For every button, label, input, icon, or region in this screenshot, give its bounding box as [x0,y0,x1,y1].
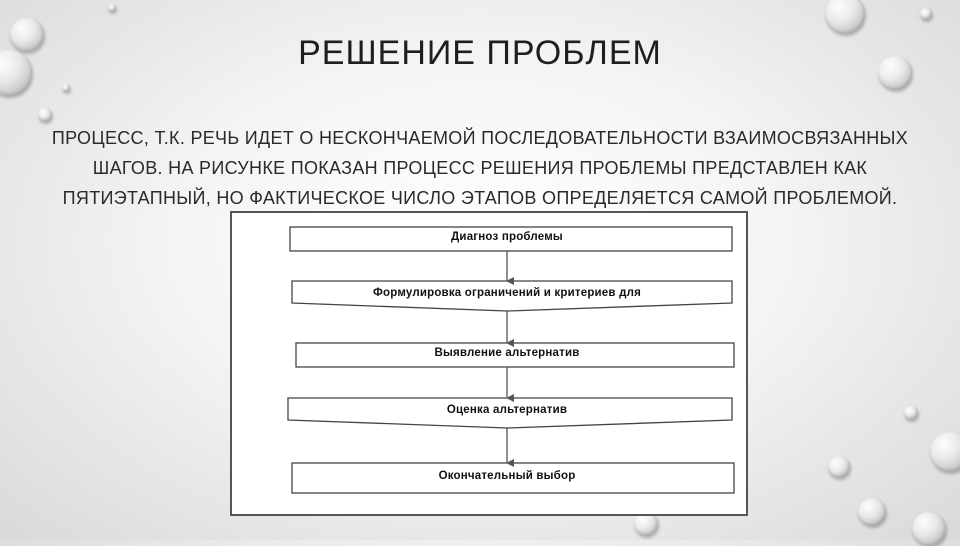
water-drop [825,0,865,34]
slide-body-text: ПРОЦЕСС, Т.К. РЕЧЬ ИДЕТ О НЕСКОНЧАЕМОЙ ПОСЛЕДОВАТЕЛЬНОСТИ ВЗАИМОСВЯЗАННЫХ ШАГОВ. НА РИСУНКЕ ПОКАЗАН ПРОЦЕСС РЕШЕНИЯ ПРОБЛЕМЫ ПРЕДСТАВЛЕН КАК ПЯТИЭТАПНЫЙ, НО ФАКТИЧЕСКОЕ ЧИСЛО ЭТАПОВ ОПРЕДЕЛЯЕТСЯ САМОЙ ПРОБЛЕМОЙ. [51,128,909,208]
water-drop [904,406,918,420]
water-drop [38,108,52,122]
step-alternatives-label: Выявление альтернатив [434,347,580,359]
water-drop [930,432,960,472]
step-diagnosis-label: Диагноз проблемы [451,231,563,243]
water-drop [858,498,886,526]
step-evaluation-label: Оценка альтернатив [446,403,568,416]
water-drop [62,84,70,92]
water-drop [912,512,946,546]
step-final-choice-label: Окончательный выбор [438,470,576,482]
water-drop [828,456,850,478]
water-drop [920,8,932,20]
process-flowchart [230,211,748,516]
slide-title: РЕШЕНИЕ ПРОБЛЕМ [298,34,662,72]
step-formulation-label: Формулировка ограничений и критериев для [373,286,641,299]
flowchart-graphics [232,213,746,514]
water-drop [108,4,116,12]
